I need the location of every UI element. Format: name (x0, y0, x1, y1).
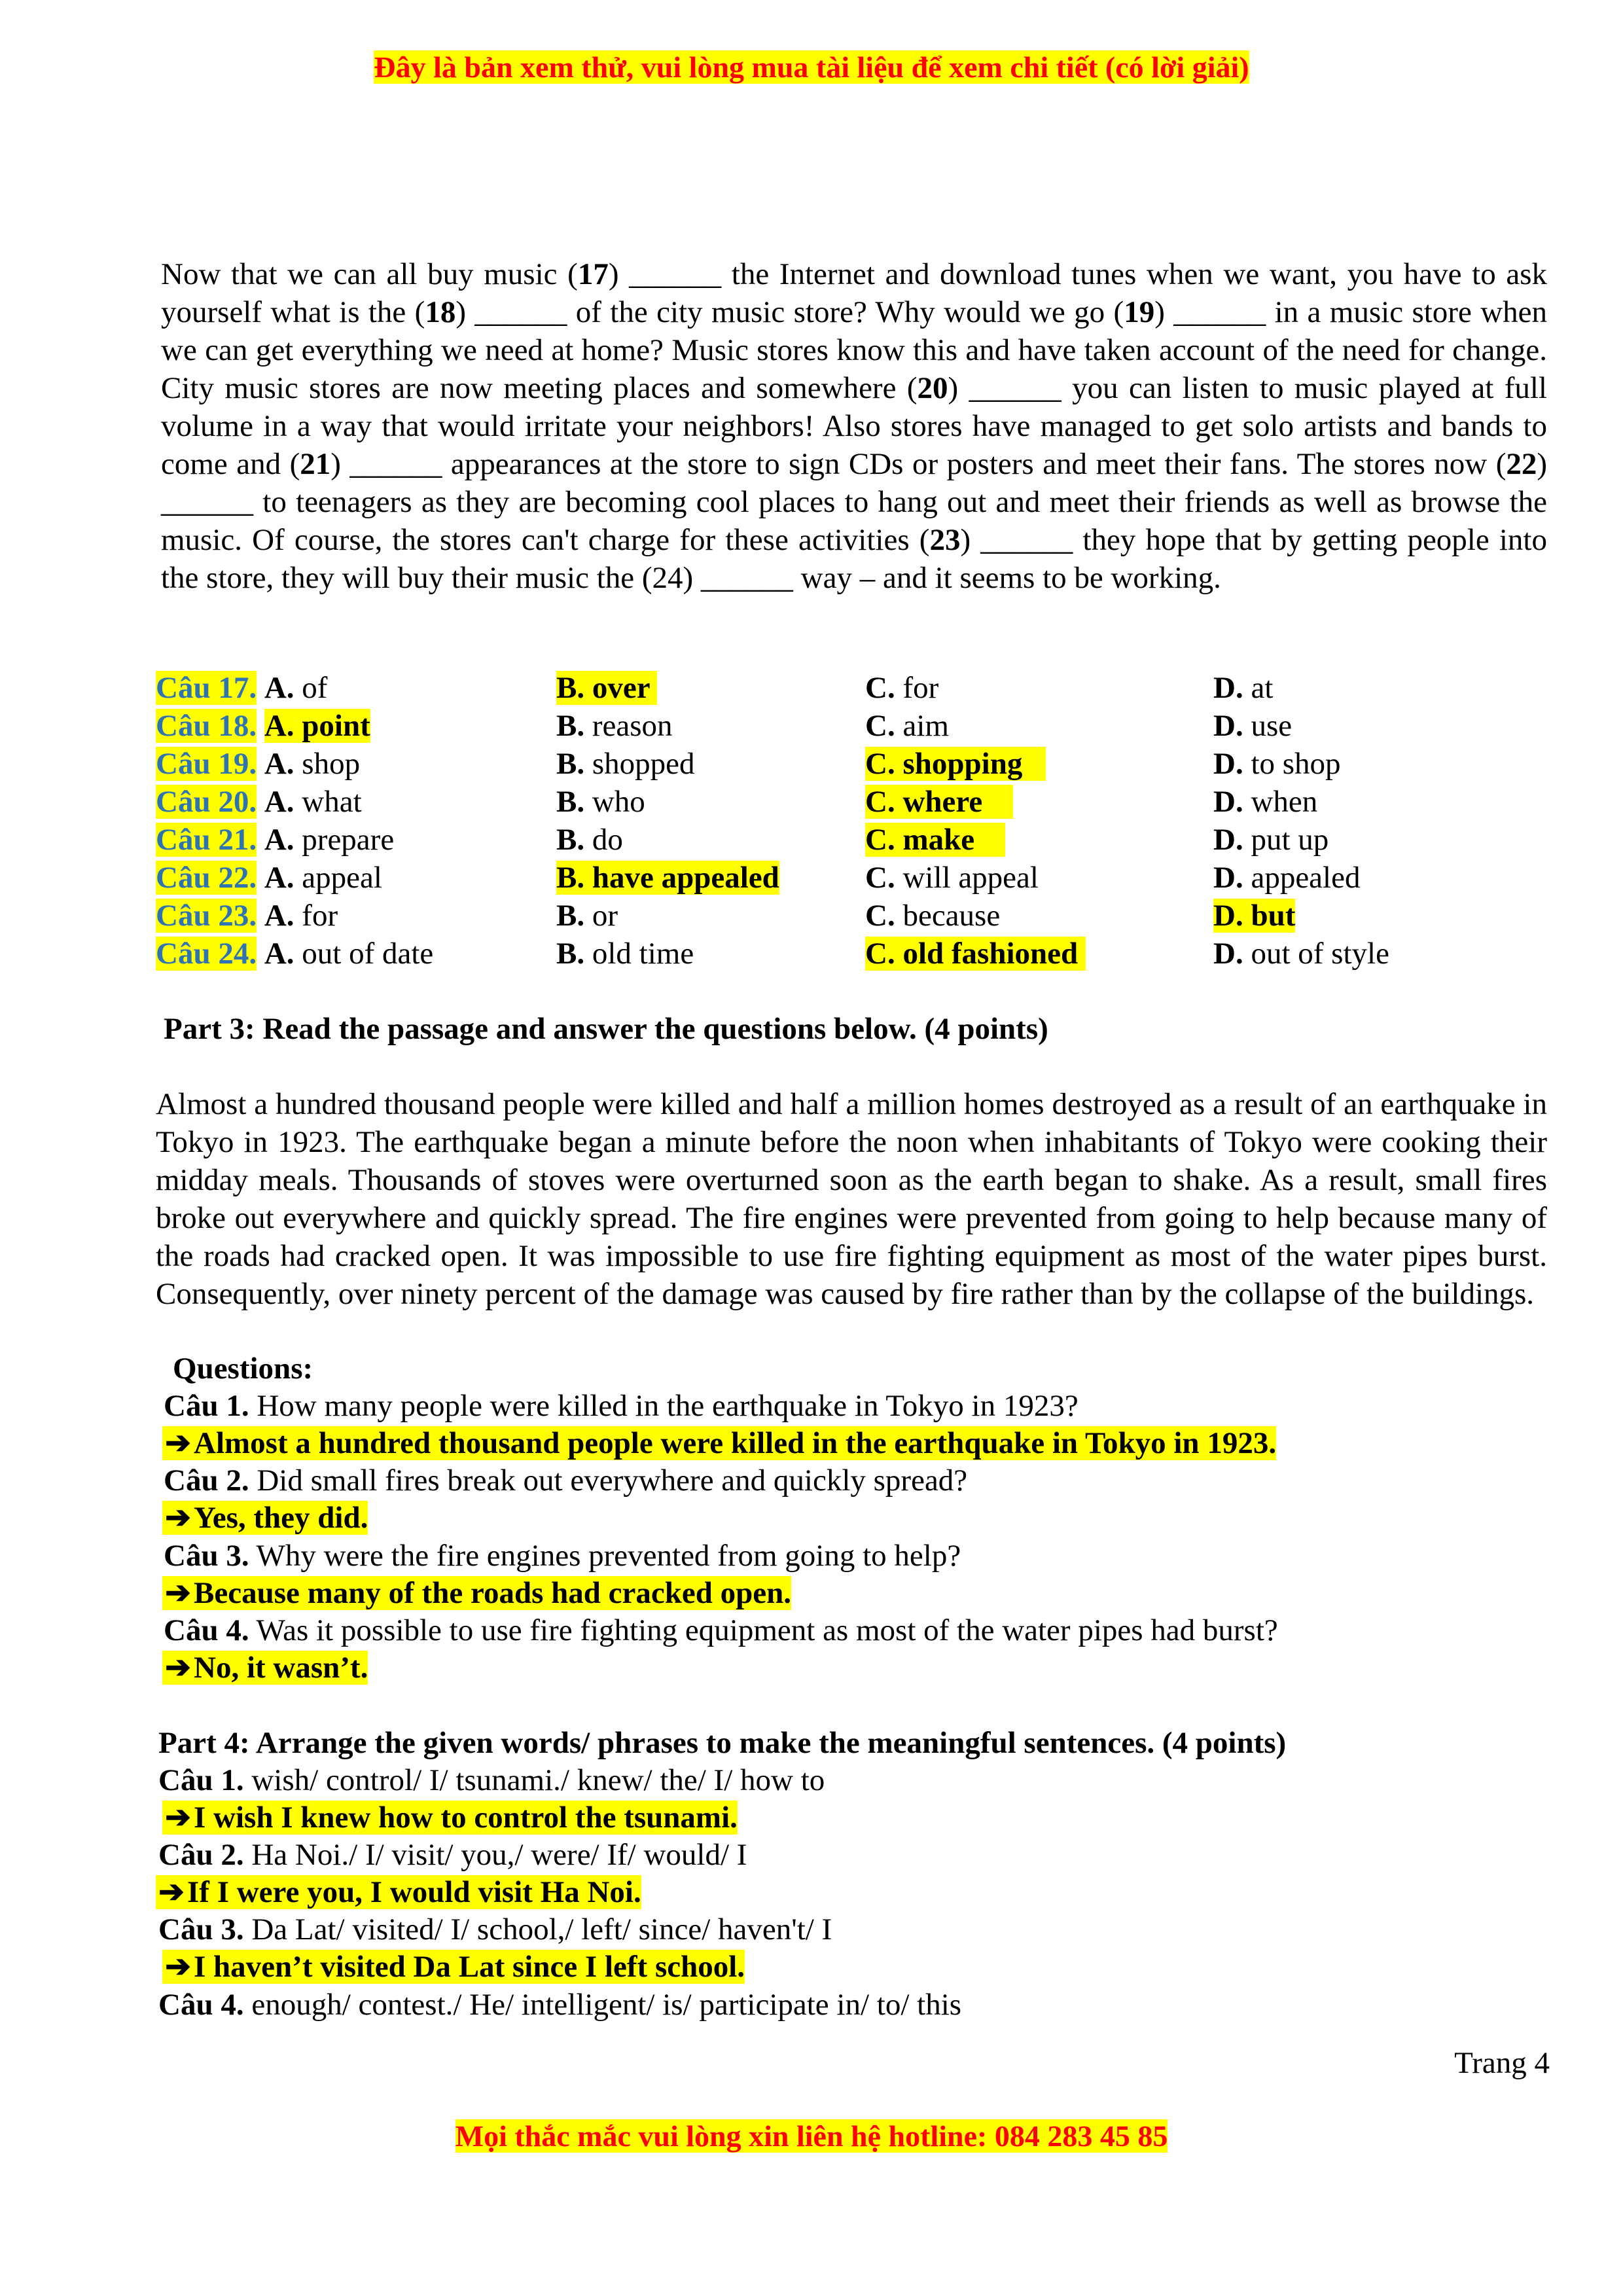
option-letter: B. (556, 823, 585, 857)
option-text: shopped (584, 747, 695, 781)
option-cell (156, 859, 556, 897)
option-cell (1213, 669, 1475, 707)
option-text: old fashioned (895, 937, 1086, 971)
question-label: Câu 4. (164, 1613, 249, 1647)
option-cell (556, 859, 865, 897)
question-row (156, 897, 1475, 935)
option-text: reason (584, 709, 673, 743)
option-cell (556, 783, 865, 821)
option-letter: B. (556, 861, 585, 895)
option-b (556, 823, 623, 857)
arrow-right-icon: ➔ (165, 1950, 191, 1984)
option-text: prepare (294, 823, 395, 857)
option-letter: A. (264, 671, 294, 705)
part3-heading: Part 3: Read the passage and answer the questions below. (4 points) (164, 1012, 1048, 1046)
option-cell (556, 669, 865, 707)
option-cell (865, 745, 1213, 783)
item-label: Câu 3. (158, 1912, 244, 1946)
option-text: because (895, 899, 1001, 933)
option-text: point (294, 709, 370, 743)
option-cell (556, 745, 865, 783)
question-label: Câu 22. (156, 861, 257, 895)
option-letter: A. (264, 899, 294, 933)
part3-answer-1 (162, 1424, 1276, 1462)
item-words: wish/ control/ I/ tsunami./ knew/ the/ I/ how to (243, 1763, 825, 1797)
option-letter: D. (1213, 823, 1243, 857)
blank-number-18: 18 (425, 295, 456, 329)
option-cell (865, 783, 1213, 821)
option-letter: B. (556, 937, 585, 971)
passage-1-text: ) ______ of the city music store? Why would we go ( (455, 295, 1124, 329)
option-cell (865, 821, 1213, 859)
item-words: Ha Noi./ I/ visit/ you,/ were/ If/ would/ I (243, 1838, 747, 1872)
option-cell (1213, 821, 1475, 859)
option-text: who (584, 785, 645, 819)
option-b (556, 709, 673, 743)
question-text: Why were the fire engines prevented from going to help? (249, 1539, 961, 1573)
option-a (264, 823, 394, 857)
option-text: have appealed (584, 861, 779, 895)
question-label: Câu 20. (156, 785, 257, 819)
answer-text: No, it wasn’t. (194, 1651, 368, 1685)
question-label: Câu 21. (156, 823, 257, 857)
option-c (865, 785, 1013, 819)
part4-answer-2 (156, 1873, 641, 1911)
option-letter: C. (865, 709, 895, 743)
passage-1-text: Now that we can all buy music ( (161, 257, 578, 291)
option-cell (1213, 897, 1475, 935)
question-row (156, 707, 1475, 745)
option-letter: D. (1213, 671, 1243, 705)
option-cell (556, 897, 865, 935)
question-row (156, 821, 1475, 859)
option-letter: A. (264, 937, 294, 971)
option-text: out of date (294, 937, 434, 971)
part4-heading: Part 4: Arrange the given words/ phrases to make the meaningful sentences. (4 points) (158, 1726, 1287, 1760)
option-letter: C. (865, 823, 895, 857)
option-a (264, 937, 433, 971)
option-cell (156, 935, 556, 973)
option-text: appeal (294, 861, 382, 895)
option-letter: B. (556, 899, 585, 933)
blank-number-22: 22 (1506, 447, 1537, 481)
option-cell (156, 783, 556, 821)
blank-number-21: 21 (300, 447, 331, 481)
question-label: Câu 23. (156, 899, 257, 933)
questions-label: Questions: (173, 1352, 313, 1386)
option-text: where (895, 785, 1014, 819)
item-words: Da Lat/ visited/ I/ school,/ left/ since/ haven't/ I (243, 1912, 832, 1946)
part4-item-3 (158, 1910, 832, 1948)
option-cell (556, 821, 865, 859)
option-text: over (584, 671, 658, 705)
answer-text: Yes, they did. (194, 1501, 368, 1535)
option-d (1213, 671, 1273, 705)
part3-question-3 (164, 1537, 961, 1575)
option-text: put up (1243, 823, 1329, 857)
option-text: what (294, 785, 362, 819)
question-label: Câu 2. (164, 1463, 249, 1498)
option-letter: B. (556, 709, 585, 743)
option-c (865, 899, 1000, 933)
arrow-right-icon: ➔ (165, 1801, 191, 1835)
arrow-right-icon: ➔ (165, 1501, 191, 1535)
option-b (556, 747, 695, 781)
option-text: make (895, 823, 1006, 857)
option-letter: B. (556, 747, 585, 781)
part4-item-1 (158, 1761, 825, 1799)
item-label: Câu 4. (158, 1988, 244, 2022)
option-text: old time (584, 937, 694, 971)
answer-text: If I were you, I would visit Ha Noi. (187, 1875, 641, 1909)
question-text: How many people were killed in the earthquake in Tokyo in 1923? (249, 1389, 1079, 1423)
question-row (156, 783, 1475, 821)
option-text: appealed (1243, 861, 1361, 895)
answer-text: Almost a hundred thousand people were killed in the earthquake in Tokyo in 1923. (194, 1426, 1277, 1460)
option-b (556, 899, 618, 933)
question-text: Was it possible to use fire fighting equipment as most of the water pipes had burst? (249, 1613, 1278, 1647)
option-a (264, 899, 338, 933)
option-b (556, 937, 694, 971)
arrow-right-icon: ➔ (165, 1576, 191, 1610)
option-cell (865, 897, 1213, 935)
option-letter: A. (264, 785, 294, 819)
option-cell (865, 935, 1213, 973)
option-c (865, 861, 1039, 895)
option-text: for (294, 899, 338, 933)
blank-number-20: 20 (917, 371, 948, 405)
option-letter: D. (1213, 899, 1243, 933)
option-cell (1213, 783, 1475, 821)
option-letter: C. (865, 899, 895, 933)
option-c (865, 823, 1005, 857)
option-a (264, 747, 360, 781)
option-text: shop (294, 747, 361, 781)
passage-1-text: ) ______ you can listen to music played at full volume in a way that would irritate your neighbors! Also stores have managed to get solo artists and bands to come and ( (161, 371, 1547, 481)
option-letter: D. (1213, 709, 1243, 743)
option-letter: B. (556, 785, 585, 819)
option-c (865, 709, 949, 743)
option-letter: B. (556, 671, 585, 705)
part3-answer-3 (162, 1574, 791, 1612)
option-a (264, 671, 328, 705)
option-text: out of style (1243, 937, 1389, 971)
option-letter: A. (264, 709, 294, 743)
option-cell (865, 859, 1213, 897)
part3-question-2 (164, 1462, 967, 1499)
preview-notice-text: Đây là bản xem thử, vui lòng mua tài liệu để xem chi tiết (có lời giải) (374, 50, 1249, 84)
option-letter: C. (865, 747, 895, 781)
answer-text: I haven’t visited Da Lat since I left school. (194, 1950, 745, 1984)
option-d (1213, 937, 1389, 971)
part3-answer-4 (162, 1649, 368, 1687)
page-number: Trang 4 (1454, 2046, 1550, 2080)
part4-answer-3 (162, 1948, 745, 1986)
option-letter: C. (865, 785, 895, 819)
option-d (1213, 709, 1292, 743)
option-text: to shop (1243, 747, 1341, 781)
question-row (156, 669, 1475, 707)
option-cell (1213, 745, 1475, 783)
option-cell (156, 897, 556, 935)
option-a (264, 709, 370, 743)
option-c (865, 671, 938, 705)
option-d (1213, 861, 1360, 895)
option-c (865, 747, 1046, 781)
option-text: when (1243, 785, 1318, 819)
option-letter: D. (1213, 785, 1243, 819)
option-cell (156, 669, 556, 707)
item-words: enough/ contest./ He/ intelligent/ is/ participate in/ to/ this (243, 1988, 962, 2022)
option-d (1213, 785, 1317, 819)
option-letter: A. (264, 747, 294, 781)
option-text: will appeal (895, 861, 1039, 895)
hotline-banner (0, 2117, 1623, 2155)
part4-item-2 (158, 1836, 747, 1874)
question-label: Câu 18. (156, 709, 257, 743)
question-label: Câu 1. (164, 1389, 249, 1423)
option-cell (156, 707, 556, 745)
passage-1-text: ) ______ appearances at the store to sign CDs or posters and meet their fans. The stores now ( (330, 447, 1507, 481)
option-cell (156, 821, 556, 859)
option-cell (1213, 859, 1475, 897)
question-row (156, 859, 1475, 897)
option-text: aim (895, 709, 949, 743)
option-letter: D. (1213, 861, 1243, 895)
option-letter: D. (1213, 937, 1243, 971)
option-cell (556, 707, 865, 745)
option-cell (865, 707, 1213, 745)
question-label: Câu 3. (164, 1539, 249, 1573)
option-letter: C. (865, 861, 895, 895)
option-text: for (895, 671, 939, 705)
option-cell (865, 669, 1213, 707)
blank-number-17: 17 (577, 257, 609, 291)
passage-1-text: ) ______ the Internet and download tunes when we want, you have to ask yourself what is the ( (161, 257, 1548, 329)
part4-item-4 (158, 1986, 961, 2024)
option-cell (156, 745, 556, 783)
item-label: Câu 1. (158, 1763, 244, 1797)
question-row (156, 745, 1475, 783)
option-b (556, 861, 779, 895)
option-d (1213, 899, 1295, 933)
item-label: Câu 2. (158, 1838, 244, 1872)
option-b (556, 671, 657, 705)
part3-passage: Almost a hundred thousand people were killed and half a million homes destroyed as a result of an earthquake in Tokyo in 1923. The earthquake began a minute before the noon when inhabitants of Tokyo were cooking their midday meals. Thousands of stoves were overturned soon as the earth began to shake. As a result, small fires broke out everywhere and quickly spread. The fire engines were prevented from going to help because many of the roads had cracked open. It was impossible to use fire fighting equipment as most of the water pipes burst. Consequently, over ninety percent of the damage was caused by fire rather than by the collapse of the buildings. (156, 1087, 1547, 1311)
blank-number-23: 23 (929, 523, 961, 557)
answer-text: Because many of the roads had cracked open. (194, 1576, 792, 1610)
hotline-text: Mọi thắc mắc vui lòng xin liên hệ hotline: 084 283 45 85 (455, 2119, 1168, 2153)
option-b (556, 785, 645, 819)
answer-text: I wish I knew how to control the tsunami. (194, 1801, 738, 1835)
option-letter: D. (1213, 747, 1243, 781)
option-cell (556, 935, 865, 973)
part3-question-4 (164, 1611, 1278, 1649)
option-text: use (1243, 709, 1293, 743)
arrow-right-icon: ➔ (165, 1426, 191, 1460)
part4-answer-1 (162, 1799, 738, 1837)
option-a (264, 785, 362, 819)
option-d (1213, 747, 1341, 781)
question-label: Câu 24. (156, 937, 257, 971)
option-text: or (584, 899, 618, 933)
part3-answer-2 (162, 1499, 368, 1537)
option-c (865, 937, 1086, 971)
arrow-right-icon: ➔ (165, 1651, 191, 1685)
option-cell (1213, 935, 1475, 973)
option-text: do (584, 823, 623, 857)
option-cell (1213, 707, 1475, 745)
question-label: Câu 17. (156, 671, 257, 705)
blank-number-19: 19 (1124, 295, 1155, 329)
question-row (156, 935, 1475, 973)
passage-1-text: ) ______ to teenagers as they are becoming cool places to hang out and meet their friends as well as browse the music. Of course, the stores can't charge for these activities ( (161, 447, 1548, 557)
passage-1-text: ) ______ they hope that by getting people into the store, they will buy their music the (24) ______ way – and it seems to be working. (161, 523, 1547, 595)
arrow-right-icon: ➔ (158, 1875, 185, 1909)
option-a (264, 861, 382, 895)
option-text: but (1243, 899, 1296, 933)
question-text: Did small fires break out everywhere and quickly spread? (249, 1463, 968, 1498)
passage-1-text: ) ______ in a music store when we can get everything we need at home? Music stores know this and have taken account of the need for change. City music stores are now meeting places and somewhere ( (161, 295, 1547, 405)
option-letter: A. (264, 861, 294, 895)
option-text: shopping (895, 747, 1046, 781)
option-text: of (294, 671, 328, 705)
part3-question-1 (164, 1387, 1079, 1425)
option-letter: C. (865, 937, 895, 971)
preview-notice-banner (0, 48, 1623, 86)
option-d (1213, 823, 1329, 857)
question-label: Câu 19. (156, 747, 257, 781)
passage-1 (161, 255, 1547, 597)
multiple-choice-table (156, 669, 1475, 973)
option-letter: C. (865, 671, 895, 705)
option-letter: A. (264, 823, 294, 857)
option-text: at (1243, 671, 1274, 705)
